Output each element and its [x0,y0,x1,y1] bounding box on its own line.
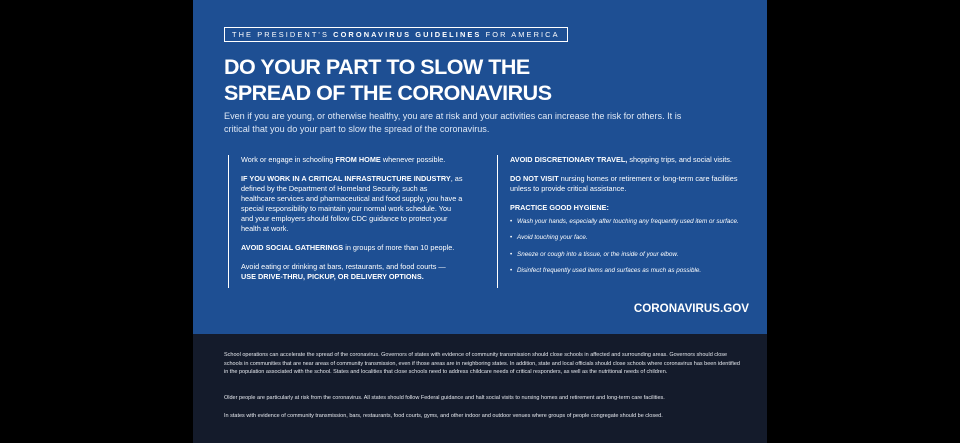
hygiene-item [510,218,760,226]
do-not-visit-bold: DO NOT VISIT [510,174,559,183]
hygiene-item-text: Wash your hands, especially after touching any frequently used item or surface. [517,218,739,225]
guidelines-panel [193,0,767,334]
right-guidelines-column [497,155,760,288]
hygiene-list [510,218,760,276]
hygiene-heading-text: PRACTICE GOOD HYGIENE: [510,203,609,212]
title-line-1: DO YOUR PART TO SLOW THE [224,55,530,79]
footer-schools-text: School operations can accelerate the spread of the coronavirus. Governors of states with evidence of community transmission should close schools in affected and surrounding areas. Governors should close schools in communities that are near areas of community transmission, even if those areas are in neighboring states. In addition, state and local officials should close schools where coronavirus has been identified in the population associated with the school. States and localities that close schools need to address childcare needs of critical responders, as well as the nutritional needs of children. [224,352,740,375]
eating-bold: USE DRIVE-THRU, PICKUP, OR DELIVERY OPTIONS. [241,272,424,281]
hygiene-item [510,234,760,242]
intro-text: Even if you are young, or otherwise healthy, you are at risk and your activities can increase the risk for others. It is critical that you do your part to slow the spread of the coronavirus. [224,111,682,134]
critical-industry-text: , as defined by the Department of Homeland Security, such as healthcare services and pharmaceutical and food supply, you have a special responsibility to maintain your normal work schedule. You and your employers should follow CDC guidance to protect your health at work. [241,174,463,233]
bullet-icon: • [510,267,513,275]
banner-prefix: THE PRESIDENT'S [232,30,329,39]
website-link[interactable]: CORONAVIRUS.GOV [633,302,749,315]
work-from-home-bold: FROM HOME [335,155,381,164]
social-gatherings-item [241,243,463,253]
social-gatherings-text: in groups of more than 10 people. [345,243,455,252]
hygiene-item [510,251,760,259]
footer-older-people-text: Older people are particularly at risk from the coronavirus. All states should follow Federal guidance and halt social visits to nursing homes and retirement and long-term care facilities. [224,395,665,401]
work-from-home-pre: Work or engage in schooling [241,155,334,164]
hygiene-item-text: Sneeze or cough into a tissue, or the inside of your elbow. [517,250,679,258]
eating-text: Avoid eating or drinking at bars, restaurants, and food courts — [241,262,446,271]
social-gatherings-bold: AVOID SOCIAL GATHERINGS [241,243,344,252]
title-line-2: SPREAD OF THE CORONAVIRUS [224,81,552,105]
hygiene-item-text: Avoid touching your face. [517,234,588,242]
banner-suffix: FOR AMERICA [485,30,560,39]
eating-item [241,262,463,282]
travel-text: shopping trips, and social visits. [629,155,732,164]
work-from-home-item [241,155,463,165]
do-not-visit-item [510,174,760,194]
travel-bold: AVOID DISCRETIONARY TRAVEL, [510,155,628,164]
hygiene-item [510,267,760,275]
guidelines-banner [224,27,568,42]
left-guidelines-column [228,155,463,288]
work-from-home-post: whenever possible. [382,155,446,164]
critical-industry-item [241,174,463,234]
guidelines-poster [193,0,767,443]
footer-venues-text: In states with evidence of community transmission, bars, restaurants, food courts, gyms, and other indoor and outdoor venues where groups of people congregate should be closed. [224,413,663,419]
bullet-icon: • [510,250,513,258]
hygiene-item-text: Disinfect frequently used items and surfaces as much as possible. [517,267,702,275]
banner-highlight: CORONAVIRUS GUIDELINES [333,30,482,39]
do-not-visit-text: nursing homes or retirement or long-term care facilities unless to provide critical assistance. [510,174,738,193]
critical-industry-bold: IF YOU WORK IN A CRITICAL INFRASTRUCTURE INDUSTRY [241,174,451,183]
bullet-icon: • [510,234,513,242]
travel-item [510,155,760,165]
hygiene-heading [510,203,760,213]
bullet-icon: • [510,218,513,225]
page-title [224,54,744,106]
